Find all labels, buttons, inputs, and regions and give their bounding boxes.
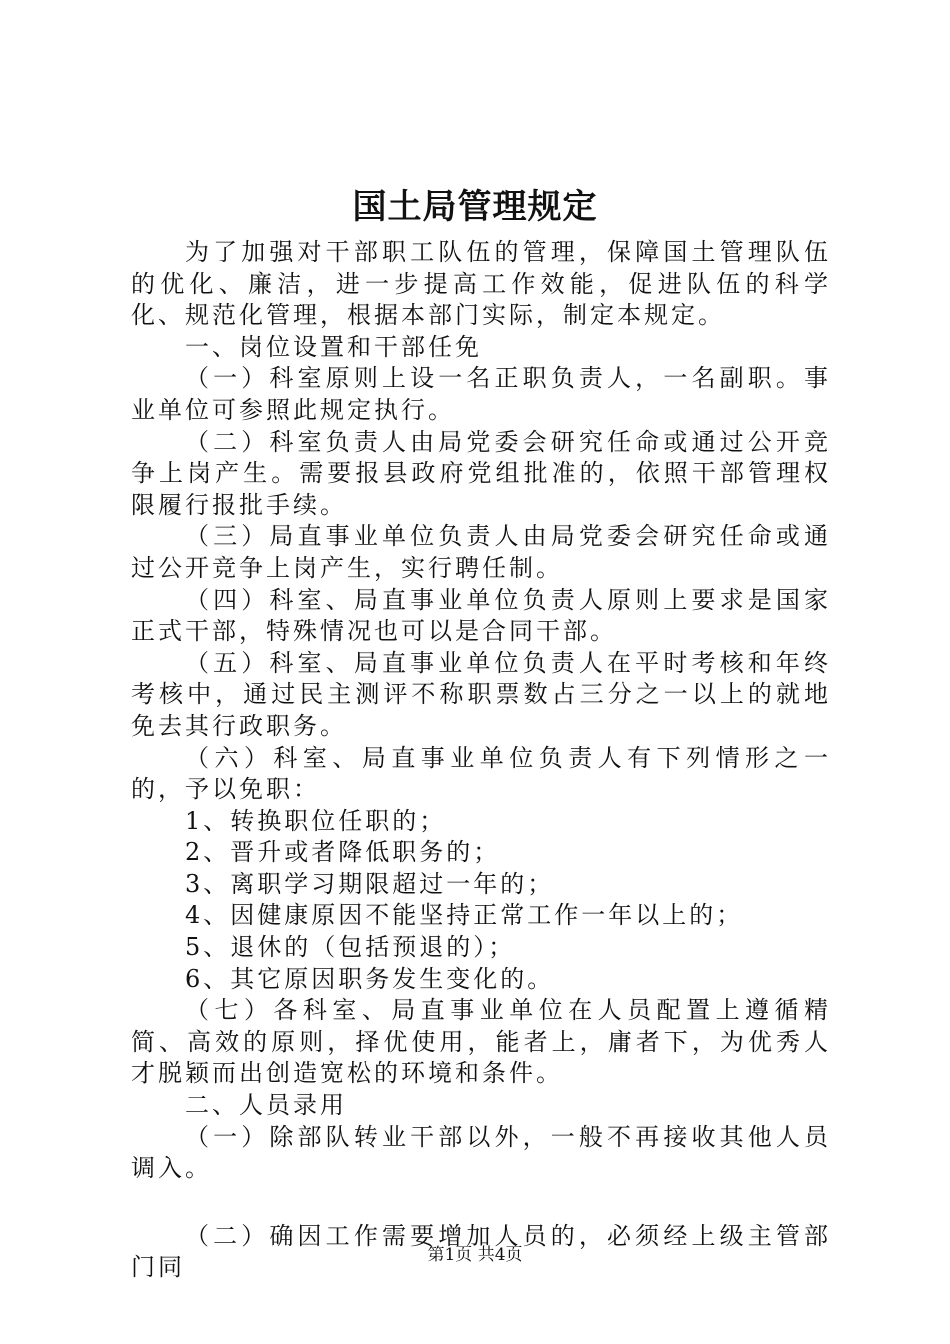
document-body [131,237,831,1284]
clause-1-7: （七）各科室、局直事业单位在人员配置上遵循精简、高效的原则，择优使用，能者上，庸者下，为优秀人才脱颖而出创造宽松的环境和条件。 [131,996,831,1088]
document-title: 国土局管理规定 [352,187,598,227]
clause-2-2: （二）确因工作需要增加人员的，必须经上级主管部门同 [131,1221,831,1282]
clause-2-1: （一）除部队转业干部以外，一般不再接收其他人员调入。 [131,1122,831,1183]
section-heading-2: 二、人员录用 [185,1091,347,1120]
clause-1-5: （五）科室、局直事业单位负责人在平时考核和年终考核中，通过民主测评不称职票数占三分之一以上的就地免去其行政职务。 [131,648,831,740]
section-heading-1: 一、岗位设置和干部任免 [185,332,482,361]
list-item: 3、离职学习期限超过一年的； [185,869,555,898]
clause-1-1: （一）科室原则上设一名正职负责人，一名副职。事业单位可参照此规定执行。 [131,364,831,424]
page-footer: 第1页 共4页 [427,1245,523,1265]
clause-1-4: （四）科室、局直事业单位负责人原则上要求是国家正式干部，特殊情况也可以是合同干部。 [131,585,831,646]
list-item: 5、退休的（包括预退的）； [185,933,516,962]
clause-1-3: （三）局直事业单位负责人由局党委会研究任命或通过公开竞争上岗产生，实行聘任制。 [131,522,831,582]
intro-paragraph: 为了加强对干部职工队伍的管理，保障国土管理队伍的优化、廉洁，进一步提高工作效能，促进队伍的科学化、规范化管理，根据本部门实际，制定本规定。 [131,238,831,330]
list-item: 6、其它原因职务发生变化的。 [185,964,555,993]
clause-1-2: （二）科室负责人由局党委会研究任命或通过公开竞争上岗产生。需要报县政府党组批准的，依照干部管理权限履行报批手续。 [131,427,831,519]
list-item: 4、因健康原因不能坚持正常工作一年以上的； [185,901,744,930]
clause-1-6: （六）科室、局直事业单位负责人有下列情形之一的，予以免职： [131,743,831,804]
list-item: 1、转换职位任职的； [185,806,447,835]
list-item: 2、晋升或者降低职务的； [185,838,501,867]
paragraph-gap [131,1185,831,1221]
